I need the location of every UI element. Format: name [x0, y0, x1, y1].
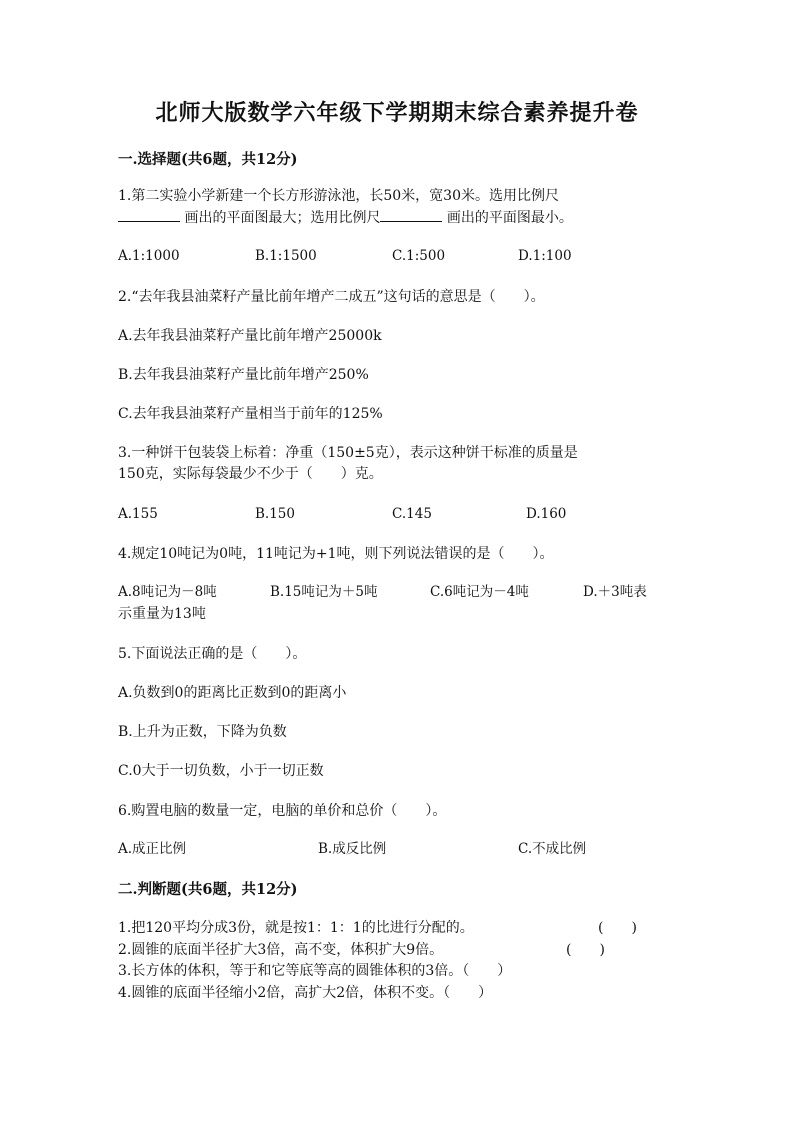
judgement-item-4: 4.圆锥的底面半径缩小2倍，高扩大2倍，体积不变。（ ）: [118, 985, 493, 1001]
judgement-item-1: 1.把120平均分成3份，就是按1：1：1的比进行分配的。: [118, 920, 474, 936]
question-5: 5.下面说法正确的是（ ）。: [118, 646, 307, 662]
question-1-mid: 画出的平面图最大；选用比例尺: [184, 210, 381, 226]
judgement-item-2: 2.圆锥的底面半径扩大3倍，高不变，体积扩大9倍。: [118, 942, 444, 958]
option-d[interactable]: D.160: [526, 506, 567, 522]
option-d[interactable]: D.＋3吨表: [583, 584, 647, 600]
option-c[interactable]: C.去年我县油菜籽产量相当于前年的125%: [118, 406, 383, 422]
question-1-line2: [118, 207, 678, 229]
section-heading-choice: 一.选择题(共6题，共12分): [118, 151, 298, 168]
question-6: 6.购置电脑的数量一定，电脑的单价和总价（ ）。: [118, 803, 447, 819]
option-a[interactable]: A.成正比例: [118, 841, 187, 857]
option-a[interactable]: A.去年我县油菜籽产量比前年增产25000k: [118, 328, 382, 344]
page-title: 北师大版数学六年级下学期期末综合素养提升卷: [155, 100, 639, 126]
option-d[interactable]: D.1:100: [518, 248, 572, 264]
answer-parenthesis[interactable]: ( ): [598, 920, 637, 936]
option-b[interactable]: B.1:1500: [255, 248, 317, 264]
option-b[interactable]: B.150: [255, 506, 295, 522]
option-c[interactable]: C.1:500: [392, 248, 446, 264]
option-c[interactable]: C.145: [392, 506, 432, 522]
answer-blank[interactable]: [118, 207, 180, 222]
option-b[interactable]: B.去年我县油菜籽产量比前年增产250%: [118, 367, 369, 383]
option-a[interactable]: A.1:1000: [118, 248, 180, 264]
answer-parenthesis[interactable]: ( ): [566, 942, 605, 958]
option-d-continued: 示重量为13吨: [118, 606, 206, 622]
option-b[interactable]: B.成反比例: [318, 841, 387, 857]
question-4: 4.规定10吨记为0吨，11吨记为+1吨，则下列说法错误的是（ ）。: [118, 546, 554, 562]
question-1: [118, 186, 678, 229]
option-a[interactable]: A.负数到0的距离比正数到0的距离小: [118, 685, 347, 701]
option-a[interactable]: A.155: [118, 506, 158, 522]
question-2: 2.“去年我县油菜籽产量比前年增产二成五”这句话的意思是（ ）。: [118, 289, 545, 305]
question-1-line1: 1.第二实验小学新建一个长方形游泳池，长50米，宽30米。选用比例尺: [118, 188, 559, 204]
section-heading-judgement: 二.判断题(共6题，共12分): [118, 881, 298, 898]
option-c[interactable]: C.不成比例: [518, 841, 587, 857]
question-3-line2: 150克，实际每袋最少不少于（ ）克。: [118, 466, 383, 482]
option-c[interactable]: C.0大于一切负数，小于一切正数: [118, 763, 324, 779]
question-1-end: 画出的平面图最小。: [446, 210, 573, 226]
judgement-item-3: 3.长方体的体积，等于和它等底等高的圆锥体积的3倍。（ ）: [118, 963, 512, 979]
option-b[interactable]: B.上升为正数，下降为负数: [118, 724, 287, 740]
option-b[interactable]: B.15吨记为＋5吨: [270, 584, 378, 600]
option-c[interactable]: C.6吨记为－4吨: [430, 584, 529, 600]
answer-blank[interactable]: [380, 207, 442, 222]
question-3-line1: 3.一种饼干包装袋上标着：净重（150±5克），表示这种饼干标准的质量是: [118, 445, 578, 461]
question-3: [118, 443, 678, 485]
option-a[interactable]: A.8吨记为－8吨: [118, 584, 217, 600]
